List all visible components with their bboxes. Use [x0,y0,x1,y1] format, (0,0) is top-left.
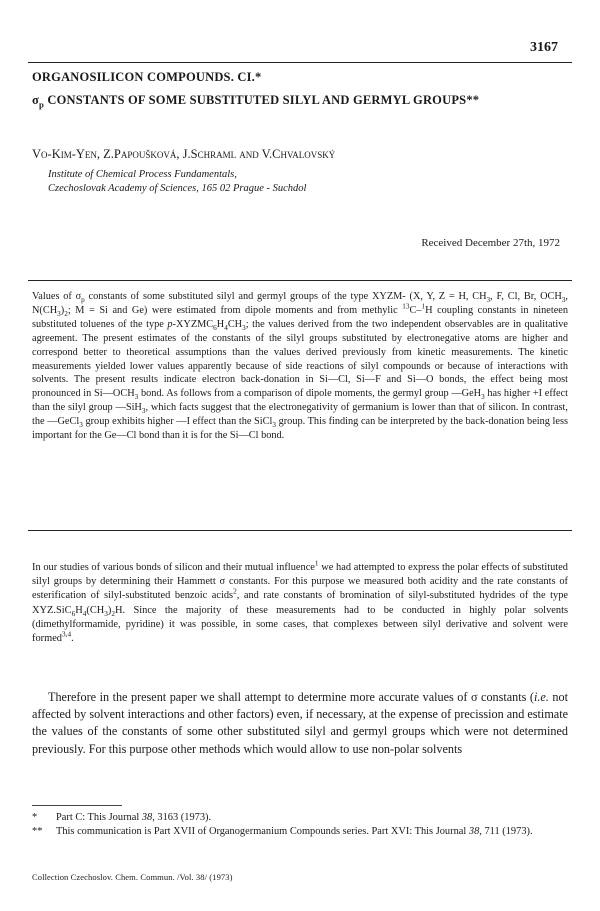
page-number: 3167 [530,40,558,55]
paper-series-title: ORGANOSILICON COMPOUNDS. CI.* [32,70,262,84]
footnote-text: This communication is Part XVII of Organogermanium Compounds series. Part XVI: This Journal 38, 711 (1973). [56,826,533,837]
affiliation-line-2: Czechoslovak Academy of Sciences, 165 02 Prague - Suchdol [48,183,307,194]
paper-title: $\sigma_p$ CONSTANTS OF SOME SUBSTITUTED SILYL AND GERMYL GROUPS** [32,93,480,110]
footnote [32,825,568,839]
footnote-mark: * [32,812,38,823]
affiliation [48,168,570,196]
body-paragraph: Therefore in the present paper we shall attempt to determine more accurate values of σ constants (i.e. not affected by solvent interactions and other factors) even, if necessary, at the expense of precission and estimate the values of the constants of some other substituted silyl and germyl groups which were not determined previously. For this purpose other methods which would allow to use non-polar solvents [32,690,568,756]
abstract-bottom-rule [28,530,572,531]
footnote-mark: ** [32,826,43,837]
footnote [32,811,568,825]
author-list: Vo-Kim-Yen, Z.Papoušková, J.Schraml and V.Chvalovský [32,147,336,161]
abstract: Values of $\sigma_p$ constants of some substituted silyl and germyl groups of the type XYZM- (X, Y, Z = H, $CH_3$, F, Cl, Br, $OCH_3$, $N(CH_3)_2$; M = Si and Ge) were estimated from dipole moments and from methylic $^{13}$C–$^1$H coupling constants in nineteen substituted toluenes of the type $p-XYZMC_6H_4CH_3$; the values derived from the two independent observables are in qualitative agreement. The present estimates of the constants of the silyl groups substituted by electronegative atoms are higher and correspond better to theoretical assumptions than the values derived previously from kinetic measurements. The kinetic measurements yielded lower values apparently because of side reactions of silyl compounds or because of interactions with solvents. The present results indicate electron back-donation in Si—Cl, Si—F and Si—O bonds, the effect being most pronounced in $Si—OCH_3$ bond. As follows from a comparison of dipole moments, the germyl group —GeH$_3$ has higher +I effect than the silyl group —SiH$_3$, which facts suggest that the electronegativity of germanium is lower than that of silicon. In contrast, the —GeCl$_3$ group exhibits higher —I effect than the SiCl$_3$ group. This finding can be interpreted by the back-donation being less important for the Ge—Cl bond than it is for the Si—Cl bond. [32,291,569,442]
received-date: Received December 27th, 1972 [421,237,560,249]
footnote-text: Part C: This Journal 38, 3163 (1973). [56,812,212,823]
top-rule [28,62,572,63]
journal-footer: Collection Czechoslov. Chem. Commun. /Vol. 38/ (1973) [32,872,233,882]
affiliation-line-1: Institute of Chemical Process Fundamentals, [48,169,237,180]
footnotes [32,811,568,839]
abstract-top-rule [28,280,572,281]
intro-paragraph: In our studies of various bonds of silicon and their mutual influence$^1$ we had attempted to express the polar effects of substituted silyl groups by determining their Hammett σ constants. For this purpose we measured both acidity and the rate constants of esterification of silyl-substituted benzoic acids$^2$, and rate constants of bromination of silyl-substituted hydrides of the type $XYZ.SiC_6H_4(CH_3)_2H$. Since the majority of these measurements had to be conducted in highly polar solvents (dimethylformamide, pyridine) it was possible, in some cases, that complexes between silyl derivative and solvent were formed$^{3,4}$. [32,559,568,645]
footnote-rule [32,805,122,806]
